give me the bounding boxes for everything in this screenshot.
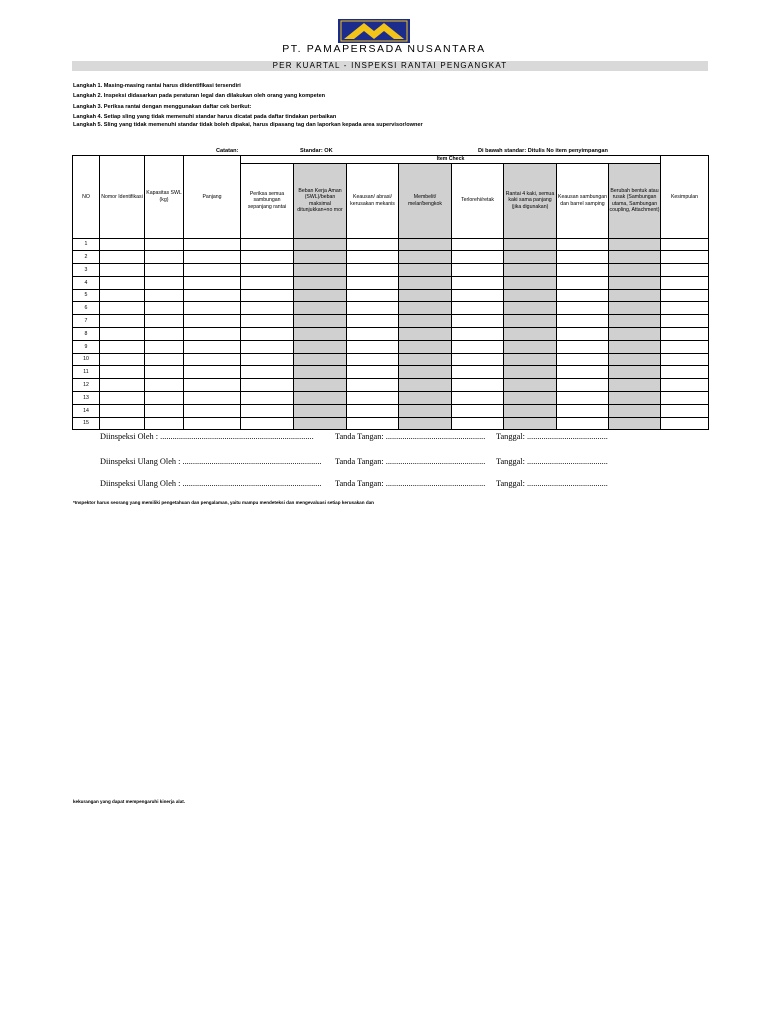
table-cell[interactable] (294, 289, 347, 302)
table-cell[interactable] (399, 379, 452, 392)
table-cell[interactable] (661, 315, 709, 328)
table-cell[interactable] (294, 264, 347, 277)
table-row (73, 340, 709, 353)
table-cell[interactable] (661, 238, 709, 251)
table-row (73, 315, 709, 328)
table-cell[interactable] (661, 392, 709, 405)
table-cell[interactable] (145, 302, 184, 315)
table-cell[interactable] (609, 417, 661, 430)
table-cell[interactable] (452, 276, 504, 289)
table-cell[interactable] (294, 404, 347, 417)
table-cell[interactable] (241, 417, 294, 430)
table-cell[interactable] (184, 340, 241, 353)
table-cell[interactable] (145, 353, 184, 366)
table-cell[interactable] (661, 289, 709, 302)
table-cell[interactable] (294, 379, 347, 392)
table-cell[interactable] (557, 404, 609, 417)
table-cell[interactable] (241, 379, 294, 392)
table-cell[interactable] (504, 379, 557, 392)
step-1: Langkah 1. Masing-masing rantai harus diidentifikasi tersendiri (73, 83, 241, 89)
table-cell[interactable] (347, 379, 399, 392)
signature-row-3 (100, 479, 608, 488)
table-cell[interactable] (100, 238, 145, 251)
table-cell[interactable] (661, 251, 709, 264)
table-cell[interactable] (294, 328, 347, 341)
table-cell[interactable] (609, 328, 661, 341)
table-cell[interactable] (661, 379, 709, 392)
table-row (73, 302, 709, 315)
table-cell[interactable] (100, 276, 145, 289)
table-cell[interactable] (557, 289, 609, 302)
table-cell[interactable] (241, 238, 294, 251)
table-cell[interactable] (184, 404, 241, 417)
table-cell[interactable] (347, 366, 399, 379)
table-cell[interactable] (184, 315, 241, 328)
row-number: 2 (73, 251, 100, 264)
table-cell[interactable] (609, 289, 661, 302)
table-cell[interactable] (184, 264, 241, 277)
row-number: 6 (73, 302, 100, 315)
table-cell[interactable] (145, 340, 184, 353)
col-header-no: NO (73, 156, 100, 239)
table-cell[interactable] (504, 366, 557, 379)
row-number: 13 (73, 392, 100, 405)
table-cell[interactable] (399, 238, 452, 251)
table-cell[interactable] (504, 353, 557, 366)
table-cell[interactable] (609, 366, 661, 379)
table-cell[interactable] (452, 289, 504, 302)
table-row (73, 392, 709, 405)
table-cell[interactable] (347, 289, 399, 302)
table-cell[interactable] (557, 353, 609, 366)
table-row (73, 328, 709, 341)
row-number: 5 (73, 289, 100, 302)
table-row (73, 404, 709, 417)
table-cell[interactable] (452, 302, 504, 315)
table-cell[interactable] (294, 276, 347, 289)
col-header-membelit: Membelit/ melar/bengkok (399, 163, 452, 238)
row-number: 15 (73, 417, 100, 430)
table-cell[interactable] (145, 417, 184, 430)
table-row (73, 276, 709, 289)
table-cell[interactable] (145, 289, 184, 302)
table-cell[interactable] (100, 340, 145, 353)
table-cell[interactable] (347, 353, 399, 366)
row-number: 10 (73, 353, 100, 366)
tanggal-field-1[interactable]: Tanggal: ....................................... (496, 432, 608, 441)
table-cell[interactable] (557, 328, 609, 341)
table-cell[interactable] (557, 417, 609, 430)
table-cell[interactable] (145, 276, 184, 289)
table-row (73, 366, 709, 379)
table-cell[interactable] (294, 302, 347, 315)
table-cell[interactable] (661, 366, 709, 379)
table-cell[interactable] (347, 404, 399, 417)
diinspeksi-ulang-oleh-field-2[interactable]: Diinspeksi Ulang Oleh : ................................................................... (100, 479, 322, 488)
table-cell[interactable] (609, 379, 661, 392)
table-cell[interactable] (294, 251, 347, 264)
table-cell[interactable] (145, 392, 184, 405)
row-number: 12 (73, 379, 100, 392)
col-header-keausan: Keausan/ abrasi/ kerusakan mekanis (347, 163, 399, 238)
table-cell[interactable] (661, 340, 709, 353)
table-cell[interactable] (241, 251, 294, 264)
table-cell[interactable] (145, 366, 184, 379)
table-cell[interactable] (100, 417, 145, 430)
table-cell[interactable] (241, 404, 294, 417)
table-cell[interactable] (100, 366, 145, 379)
table-cell[interactable] (661, 264, 709, 277)
table-cell[interactable] (184, 238, 241, 251)
table-cell[interactable] (557, 366, 609, 379)
table-cell[interactable] (609, 302, 661, 315)
table-cell[interactable] (609, 251, 661, 264)
table-cell[interactable] (184, 392, 241, 405)
table-cell[interactable] (100, 404, 145, 417)
table-cell[interactable] (504, 289, 557, 302)
table-cell[interactable] (184, 251, 241, 264)
table-cell[interactable] (452, 353, 504, 366)
table-cell[interactable] (609, 264, 661, 277)
signature-row-1 (100, 432, 608, 441)
table-cell[interactable] (294, 392, 347, 405)
table-cell[interactable] (145, 238, 184, 251)
table-cell[interactable] (609, 315, 661, 328)
table-cell[interactable] (452, 251, 504, 264)
step-4: Langkah 4. Setiap sling yang tidak memenuhi standar harus dicatat pada daftar tindakan perbaikan (73, 113, 337, 120)
col-header-rantai-4-kaki: Rantai 4 kaki, semua kaki sama panjang (jika digunakan) (504, 163, 557, 238)
table-cell[interactable] (609, 340, 661, 353)
step-2: Langkah 2. Inspeksi didasarkan pada peraturan legal dan dilakukan oleh orang yang kompeten (73, 93, 326, 100)
table-cell[interactable] (241, 302, 294, 315)
table-cell[interactable] (145, 264, 184, 277)
col-header-nomor-identifikasi: Nomor Identifikasi (100, 156, 145, 239)
table-cell[interactable] (100, 251, 145, 264)
table-row (73, 238, 709, 251)
table-row (73, 353, 709, 366)
col-header-terlorehi: Terlorehi/retak (452, 163, 504, 238)
table-cell[interactable] (557, 315, 609, 328)
item-check-header: Item Check (241, 156, 661, 164)
table-cell[interactable] (504, 392, 557, 405)
table-cell[interactable] (452, 328, 504, 341)
notes-catatan: Catatan: (216, 148, 239, 154)
table-cell[interactable] (661, 276, 709, 289)
table-cell[interactable] (241, 276, 294, 289)
table-cell[interactable] (241, 264, 294, 277)
table-cell[interactable] (294, 417, 347, 430)
col-header-panjang: Panjang (184, 156, 241, 239)
table-cell[interactable] (241, 392, 294, 405)
table-cell[interactable] (347, 315, 399, 328)
table-cell[interactable] (399, 251, 452, 264)
table-cell[interactable] (100, 392, 145, 405)
table-cell[interactable] (504, 251, 557, 264)
table-cell[interactable] (100, 379, 145, 392)
table-cell[interactable] (661, 302, 709, 315)
table-row (73, 289, 709, 302)
step-5: Langkah 5. Sling yang tidak memenuhi standar tidak boleh dipakai, harus dipasang tag dan laporkan kepada area supervisor/owner (73, 122, 423, 128)
table-cell[interactable] (399, 404, 452, 417)
table-cell[interactable] (399, 392, 452, 405)
table-cell[interactable] (452, 379, 504, 392)
table-cell[interactable] (241, 340, 294, 353)
table-cell[interactable] (145, 328, 184, 341)
table-cell[interactable] (452, 315, 504, 328)
table-row (73, 417, 709, 430)
table-cell[interactable] (399, 315, 452, 328)
table-cell[interactable] (399, 353, 452, 366)
row-number: 3 (73, 264, 100, 277)
inspection-table (72, 155, 709, 430)
table-cell[interactable] (452, 238, 504, 251)
table-row (73, 251, 709, 264)
table-cell[interactable] (241, 328, 294, 341)
tanda-tangan-field-3[interactable]: Tanda Tangan: ................................................ (335, 479, 486, 488)
table-cell[interactable] (399, 276, 452, 289)
footnote-line-2: kekurangan yang dapat mempengaruhi kinerja alat. (73, 799, 186, 804)
tanggal-field-3[interactable]: Tanggal: ....................................... (496, 479, 608, 488)
table-row (73, 264, 709, 277)
row-number: 9 (73, 340, 100, 353)
table-cell[interactable] (347, 417, 399, 430)
table-cell[interactable] (452, 417, 504, 430)
table-cell[interactable] (557, 238, 609, 251)
table-cell[interactable] (609, 238, 661, 251)
table-cell[interactable] (452, 404, 504, 417)
table-cell[interactable] (557, 264, 609, 277)
table-cell[interactable] (609, 276, 661, 289)
table-cell[interactable] (399, 289, 452, 302)
table-cell[interactable] (100, 302, 145, 315)
col-header-periksa-sambungan: Periksa semua sambungan sepanjang rantai (241, 163, 294, 238)
table-cell[interactable] (145, 379, 184, 392)
table-cell[interactable] (241, 366, 294, 379)
table-cell[interactable] (609, 404, 661, 417)
company-logo (338, 19, 410, 43)
table-cell[interactable] (609, 392, 661, 405)
signature-row-2 (100, 457, 608, 466)
table-cell[interactable] (294, 340, 347, 353)
footnote-line-1: *Inspektor harus seorang yang memiliki pengetahuan dan pengalaman, yaitu mampu mendeteksi dan mengevaluasi setiap kerusakan dan (73, 500, 374, 505)
table-cell[interactable] (504, 417, 557, 430)
table-cell[interactable] (557, 251, 609, 264)
table-cell[interactable] (241, 315, 294, 328)
table-cell[interactable] (557, 379, 609, 392)
table-cell[interactable] (399, 366, 452, 379)
notes-di-bawah-standar: Di bawah standar: Ditulis No item penyimpangan (478, 148, 608, 154)
table-cell[interactable] (504, 302, 557, 315)
col-header-berubah-bentuk: Berubah bentuk atau rusak (Sambungan utama, Sambungan coupling, Attachment) (609, 163, 661, 238)
table-cell[interactable] (399, 302, 452, 315)
col-header-kesimpulan: Kesimpulan (661, 156, 709, 239)
row-number: 8 (73, 328, 100, 341)
table-cell[interactable] (661, 417, 709, 430)
table-cell[interactable] (399, 328, 452, 341)
table-cell[interactable] (557, 392, 609, 405)
row-number: 4 (73, 276, 100, 289)
table-cell[interactable] (504, 328, 557, 341)
table-cell[interactable] (184, 353, 241, 366)
table-cell[interactable] (100, 289, 145, 302)
table-cell[interactable] (504, 238, 557, 251)
row-number: 7 (73, 315, 100, 328)
steps-list (73, 81, 433, 122)
table-cell[interactable] (184, 328, 241, 341)
table-cell[interactable] (661, 328, 709, 341)
row-number: 14 (73, 404, 100, 417)
table-cell[interactable] (241, 353, 294, 366)
table-cell[interactable] (504, 264, 557, 277)
col-header-keausan-sambungan: Keausan sambungan dan barrel samping (557, 163, 609, 238)
table-cell[interactable] (347, 238, 399, 251)
tanda-tangan-field-2[interactable]: Tanda Tangan: ................................................ (335, 457, 486, 466)
table-cell[interactable] (294, 353, 347, 366)
table-cell[interactable] (557, 302, 609, 315)
tanda-tangan-field-1[interactable]: Tanda Tangan: ................................................ (335, 432, 486, 441)
table-cell[interactable] (184, 302, 241, 315)
table-cell[interactable] (347, 392, 399, 405)
table-cell[interactable] (184, 276, 241, 289)
table-cell[interactable] (504, 276, 557, 289)
table-cell[interactable] (661, 404, 709, 417)
tanggal-field-2[interactable]: Tanggal: ....................................... (496, 457, 608, 466)
table-cell[interactable] (347, 264, 399, 277)
table-cell[interactable] (609, 353, 661, 366)
step-3: Langkah 3. Periksa rantai dengan menggunakan daftar cek berikut: (73, 103, 252, 110)
table-cell[interactable] (145, 315, 184, 328)
form-title: PER KUARTAL - INSPEKSI RANTAI PENGANGKAT (72, 61, 708, 71)
company-name: PT. PAMAPERSADA NUSANTARA (282, 43, 486, 55)
table-cell[interactable] (399, 264, 452, 277)
table-cell[interactable] (557, 340, 609, 353)
table-cell[interactable] (294, 238, 347, 251)
notes-standar: Standar: OK (300, 148, 333, 154)
table-cell[interactable] (347, 328, 399, 341)
table-row (73, 379, 709, 392)
row-number: 11 (73, 366, 100, 379)
table-cell[interactable] (504, 315, 557, 328)
table-cell[interactable] (399, 417, 452, 430)
table-cell[interactable] (145, 251, 184, 264)
table-cell[interactable] (294, 315, 347, 328)
table-cell[interactable] (452, 264, 504, 277)
table-cell[interactable] (347, 251, 399, 264)
table-cell[interactable] (184, 379, 241, 392)
table-cell[interactable] (504, 340, 557, 353)
table-cell[interactable] (452, 340, 504, 353)
table-cell[interactable] (347, 302, 399, 315)
table-cell[interactable] (504, 404, 557, 417)
table-cell[interactable] (347, 340, 399, 353)
table-cell[interactable] (184, 289, 241, 302)
table-cell[interactable] (184, 417, 241, 430)
col-header-kapasitas: Kapasitas SWL (kg) (145, 156, 184, 239)
table-cell[interactable] (100, 315, 145, 328)
table-cell[interactable] (241, 289, 294, 302)
table-cell[interactable] (100, 264, 145, 277)
col-header-beban-kerja: Beban Kerja Aman (SWL)/beban maksimal ditunjukkan+no mor (294, 163, 347, 238)
table-cell[interactable] (661, 353, 709, 366)
table-cell[interactable] (399, 340, 452, 353)
diinspeksi-ulang-oleh-field-1[interactable]: Diinspeksi Ulang Oleh : ................................................................... (100, 457, 322, 466)
table-cell[interactable] (184, 366, 241, 379)
table-cell[interactable] (452, 366, 504, 379)
diinspeksi-oleh-field[interactable]: Diinspeksi Oleh : .......................................................................... (100, 432, 314, 441)
table-cell[interactable] (452, 392, 504, 405)
table-cell[interactable] (100, 328, 145, 341)
table-cell[interactable] (347, 276, 399, 289)
table-cell[interactable] (294, 366, 347, 379)
table-cell[interactable] (100, 353, 145, 366)
row-number: 1 (73, 238, 100, 251)
table-cell[interactable] (557, 276, 609, 289)
table-cell[interactable] (145, 404, 184, 417)
